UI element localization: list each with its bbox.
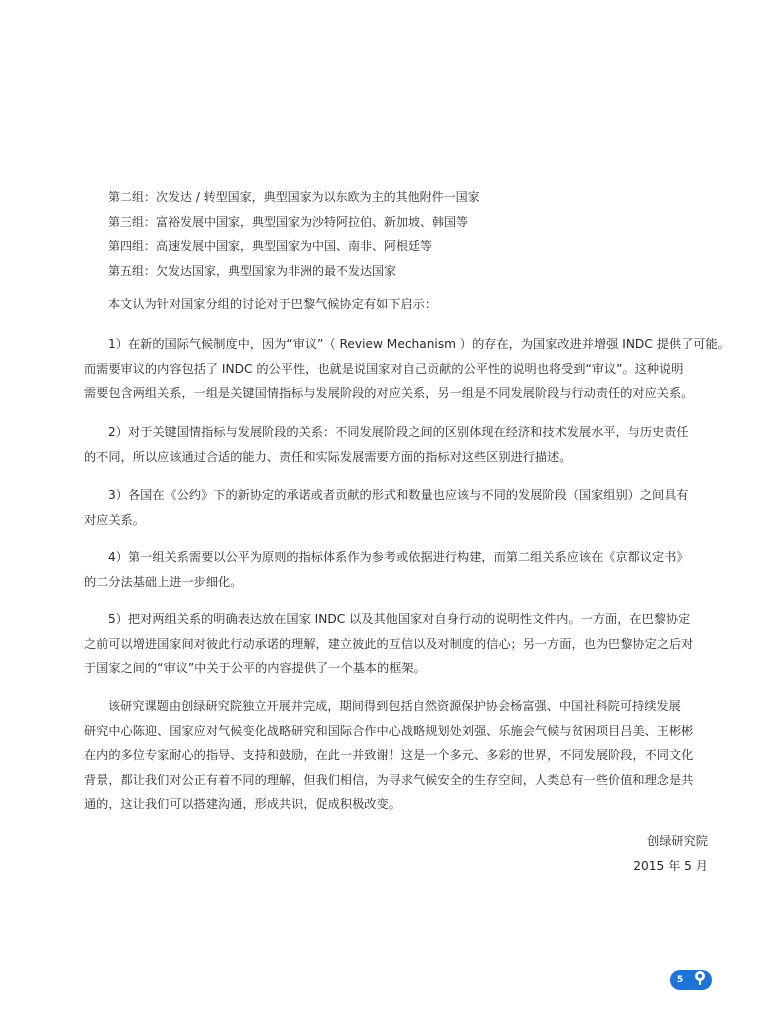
signature-date: 2015 年 5 月 <box>633 858 708 873</box>
point-4-line: 4）第一组关系需要以公平为原则的指标体系作为参考或依据进行构建，而第二组关系应该在《京都议定书》 <box>108 550 689 564</box>
group-item: 第三组：富裕发展中国家，典型国家为沙特阿拉伯、新加坡、韩国等 <box>108 214 469 229</box>
country-group-list <box>108 185 728 283</box>
point-3-line: 3）各国在《公约》下的新协定的承诺或者贡献的形式和数量也应该与不同的发展阶段（国家组别）之间具有 <box>108 488 689 502</box>
point-2-paragraph <box>84 420 708 469</box>
signature-block <box>633 829 708 878</box>
point-5-paragraph <box>84 607 708 681</box>
point-5-line: 5）把对两组关系的明确表达放在国家 INDC 以及其他国家对自身行动的说明性文件内。一方面，在巴黎协定 <box>108 612 691 626</box>
acknowledgement-line: 该研究课题由创绿研究院独立开展并完成，期间得到包括自然资源保护协会杨富强、中国社科院可持续发展 <box>108 699 681 713</box>
point-3-paragraph <box>84 483 708 532</box>
point-5-line: 之前可以增进国家间对彼此行动承诺的理解，建立彼此的互信以及对制度的信心；另一方面，也为巴黎协定之后对 <box>84 636 694 651</box>
signature-org: 创绿研究院 <box>647 834 708 848</box>
point-3-line: 对应关系。 <box>84 512 145 527</box>
intro-paragraph <box>84 292 708 317</box>
point-4-paragraph <box>84 545 708 594</box>
tree-icon <box>690 970 708 990</box>
page-number-badge <box>670 970 712 990</box>
point-1-line: 而需要审议的内容包括了 INDC 的公平性，也就是说国家对自己贡献的公平性的说明也将受到“审议”。这种说明 <box>84 361 684 376</box>
point-1-paragraph <box>84 332 730 406</box>
group-item: 第四组：高速发展中国家，典型国家为中国、南非、阿根廷等 <box>108 239 433 254</box>
point-2-line: 的不同，所以应该通过合适的能力、责任和实际发展需要方面的指标对这些区别进行描述。 <box>84 449 572 464</box>
page-number: 5 <box>676 975 684 985</box>
point-4-line: 的二分法基础上进一步细化。 <box>84 574 243 589</box>
acknowledgement-line: 研究中心陈迎、国家应对气候变化战略研究和国际合作中心战略规划处刘强、乐施会气候与贫困项目吕美、王彬彬 <box>84 723 694 738</box>
point-1-line: 需要包含两组关系，一组是关键国情指标与发展阶段的对应关系，另一组是不同发展阶段与行动责任的对应关系。 <box>84 386 694 400</box>
acknowledgement-line: 背景，都让我们对公正有着不同的理解，但我们相信，为寻求气候安全的生存空间，人类总有一些价值和理念是共 <box>84 772 694 787</box>
group-item: 第五组：欠发达国家，典型国家为非洲的最不发达国家 <box>108 263 397 278</box>
intro-line: 本文认为针对国家分组的讨论对于巴黎气候协定有如下启示： <box>108 297 438 311</box>
point-5-line: 于国家之间的“审议”中关于公平的内容提供了一个基本的框架。 <box>84 661 426 675</box>
point-1-line: 1）在新的国际气候制度中，因为“审议”（ Review Mechanism ）的存在，为国家改进并增强 INDC 提供了可能。 <box>108 337 730 351</box>
acknowledgement-line: 通的，这让我们可以搭建沟通，形成共识，促成积极改变。 <box>84 797 401 811</box>
point-2-line: 2）对于关键国情指标与发展阶段的关系：不同发展阶段之间的区别体现在经济和技术发展水平，与历史责任 <box>108 425 689 439</box>
acknowledgement-line: 在内的多位专家耐心的指导、支持和鼓励，在此一并致谢！这是一个多元、多彩的世界，不同发展阶段，不同文化 <box>84 748 694 762</box>
acknowledgement-paragraph <box>84 694 708 817</box>
group-item: 第二组：次发达 / 转型国家，典型国家为以东欧为主的其他附件一国家 <box>108 190 480 204</box>
